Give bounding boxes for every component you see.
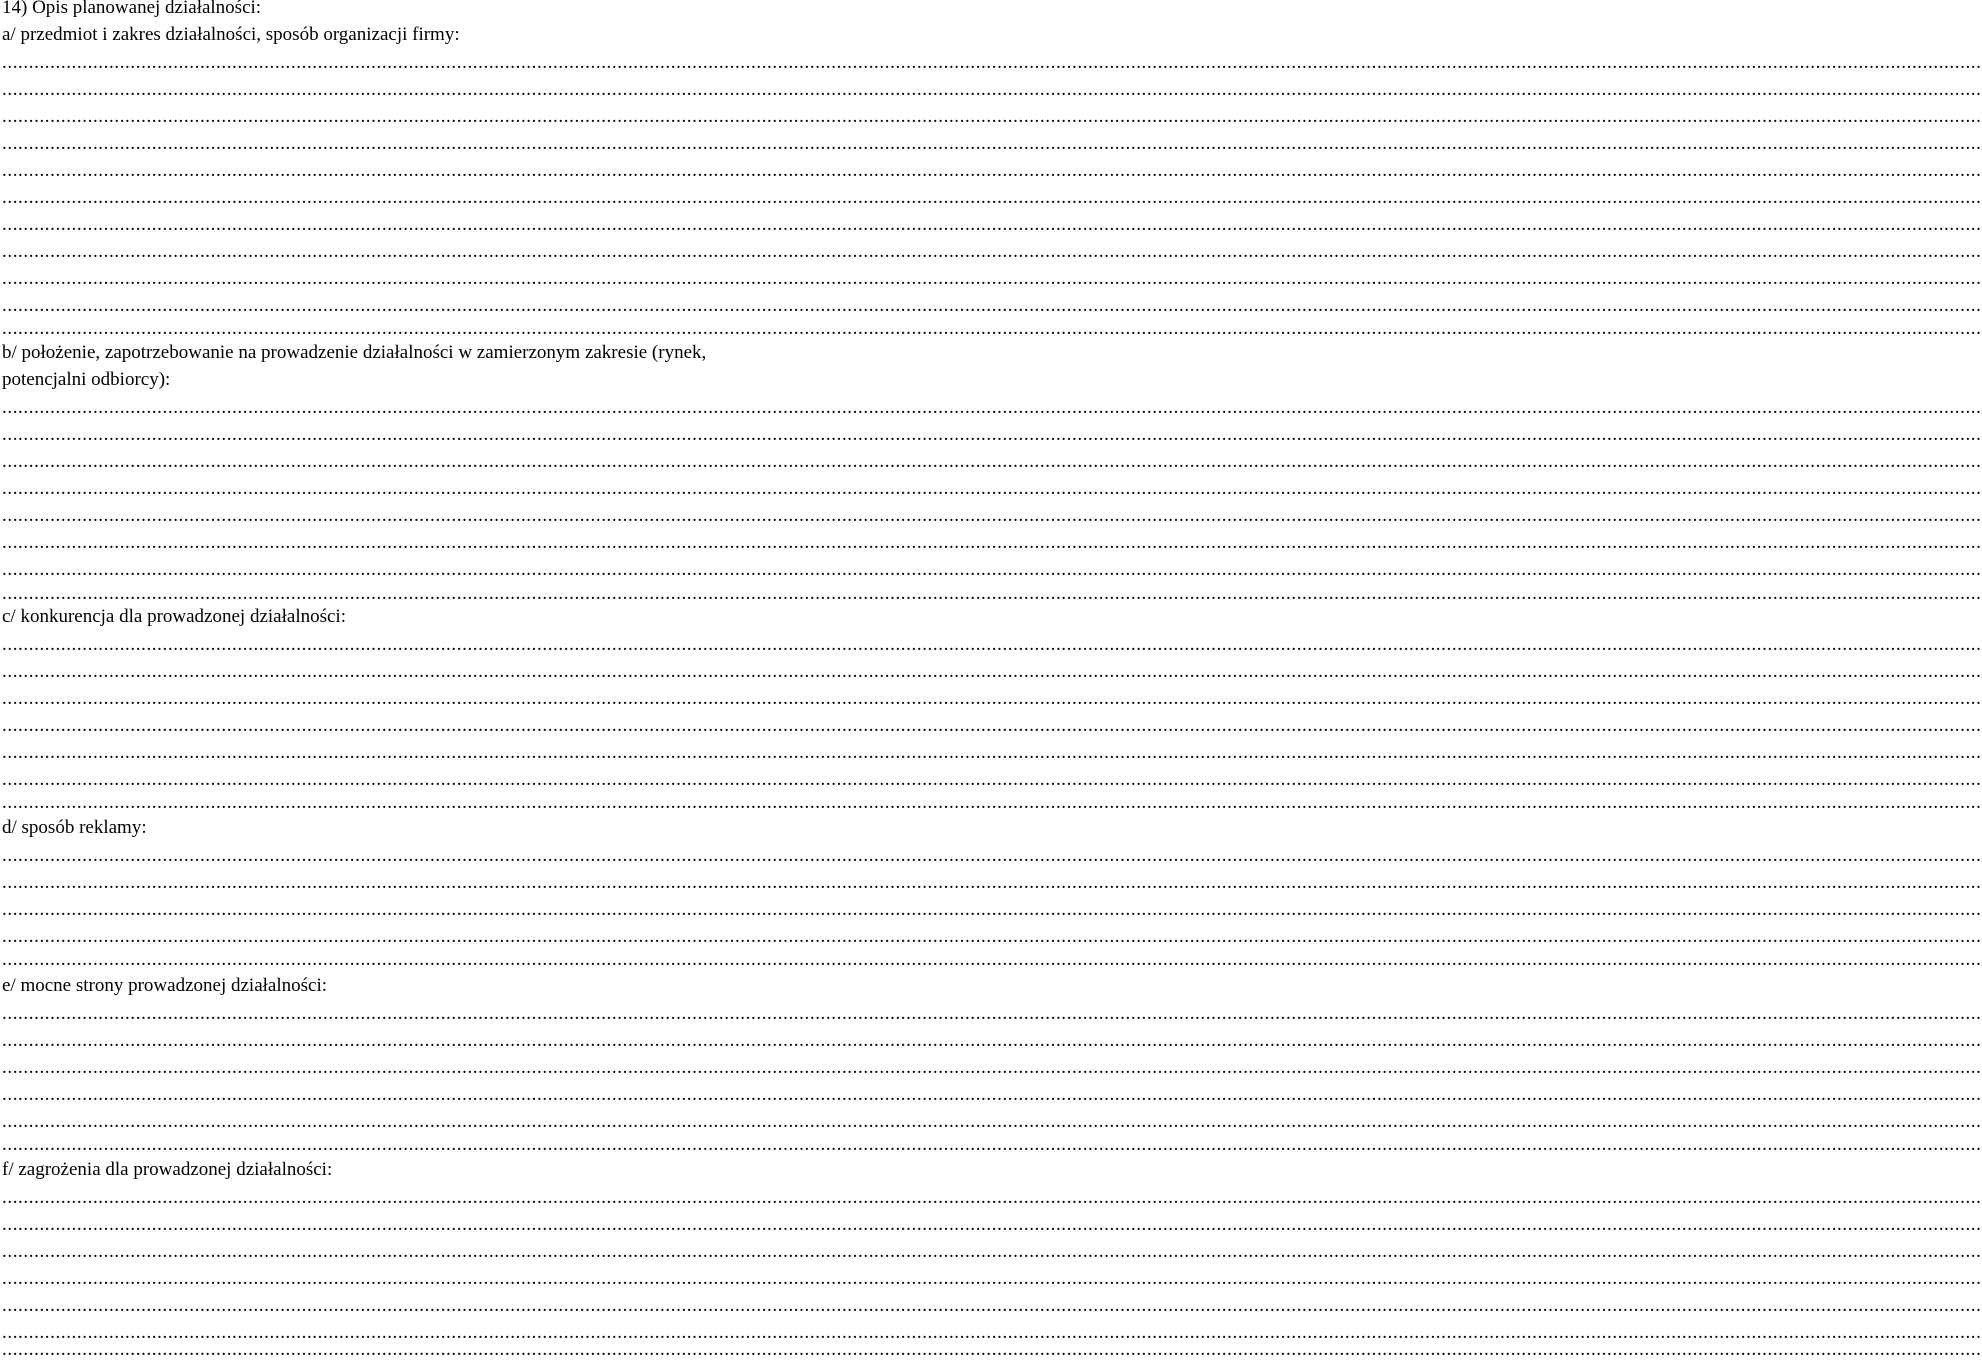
question-a-label: a/ przedmiot i zakres działalności, sposób organizacji firmy: xyxy=(2,24,460,45)
answer-a-line-4[interactable]: .................................................................................................................................................................................................................................................................................................................................................................................. xyxy=(2,133,1982,154)
answer-e-line-4[interactable]: .................................................................................................................................................................................................................................................................................................................................................................................. xyxy=(2,1084,1982,1105)
answer-e-line-1[interactable]: .................................................................................................................................................................................................................................................................................................................................................................................. xyxy=(2,1003,1982,1024)
answer-f-line-3[interactable]: .................................................................................................................................................................................................................................................................................................................................................................................. xyxy=(2,1241,1982,1262)
answer-b-line-8[interactable]: .................................................................................................................................................................................................................................................................................................................................................................................. xyxy=(2,583,1982,604)
answer-f-line-6[interactable]: .................................................................................................................................................................................................................................................................................................................................................................................. xyxy=(2,1322,1982,1343)
answer-a-line-3[interactable]: .................................................................................................................................................................................................................................................................................................................................................................................. xyxy=(2,106,1982,127)
question-b-label-line-2: potencjalni odbiorcy): xyxy=(2,369,171,390)
answer-d-line-1[interactable]: .................................................................................................................................................................................................................................................................................................................................................................................. xyxy=(2,845,1982,866)
section-title: 14) Opis planowanej działalności: xyxy=(2,0,262,18)
answer-e-line-5[interactable]: .................................................................................................................................................................................................................................................................................................................................................................................. xyxy=(2,1111,1982,1132)
answer-a-line-11[interactable]: .................................................................................................................................................................................................................................................................................................................................................................................. xyxy=(2,318,1982,339)
answer-b-line-6[interactable]: .................................................................................................................................................................................................................................................................................................................................................................................. xyxy=(2,532,1982,553)
answer-b-line-5[interactable]: .................................................................................................................................................................................................................................................................................................................................................................................. xyxy=(2,505,1982,526)
answer-e-line-6[interactable]: .................................................................................................................................................................................................................................................................................................................................................................................. xyxy=(2,1134,1982,1155)
answer-c-line-2[interactable]: .................................................................................................................................................................................................................................................................................................................................................................................. xyxy=(2,661,1982,682)
answer-a-line-1[interactable]: .................................................................................................................................................................................................................................................................................................................................................................................. xyxy=(2,52,1982,73)
answer-c-line-3[interactable]: .................................................................................................................................................................................................................................................................................................................................................................................. xyxy=(2,688,1982,709)
question-b-label-line-1: b/ położenie, zapotrzebowanie na prowadzenie działalności w zamierzonym zakresie (rynek, xyxy=(2,342,707,363)
answer-d-line-2[interactable]: .................................................................................................................................................................................................................................................................................................................................................................................. xyxy=(2,872,1982,893)
answer-f-line-7[interactable]: .................................................................................................................................................................................................................................................................................................................................................................................. xyxy=(2,1339,1982,1360)
answer-a-line-6[interactable]: .................................................................................................................................................................................................................................................................................................................................................................................. xyxy=(2,187,1982,208)
answer-a-line-7[interactable]: .................................................................................................................................................................................................................................................................................................................................................................................. xyxy=(2,214,1982,235)
answer-e-line-2[interactable]: .................................................................................................................................................................................................................................................................................................................................................................................. xyxy=(2,1030,1982,1051)
answer-f-line-4[interactable]: .................................................................................................................................................................................................................................................................................................................................................................................. xyxy=(2,1268,1982,1289)
answer-c-line-1[interactable]: .................................................................................................................................................................................................................................................................................................................................................................................. xyxy=(2,634,1982,655)
answer-b-line-1[interactable]: .................................................................................................................................................................................................................................................................................................................................................................................. xyxy=(2,397,1982,418)
answer-e-line-3[interactable]: .................................................................................................................................................................................................................................................................................................................................................................................. xyxy=(2,1057,1982,1078)
answer-d-line-4[interactable]: .................................................................................................................................................................................................................................................................................................................................................................................. xyxy=(2,926,1982,947)
answer-a-line-10[interactable]: .................................................................................................................................................................................................................................................................................................................................................................................. xyxy=(2,295,1982,316)
question-e-label: e/ mocne strony prowadzonej działalności: xyxy=(2,975,328,996)
answer-b-line-3[interactable]: .................................................................................................................................................................................................................................................................................................................................................................................. xyxy=(2,451,1982,472)
answer-f-line-2[interactable]: .................................................................................................................................................................................................................................................................................................................................................................................. xyxy=(2,1214,1982,1235)
answer-b-line-7[interactable]: .................................................................................................................................................................................................................................................................................................................................................................................. xyxy=(2,559,1982,580)
answer-c-line-5[interactable]: .................................................................................................................................................................................................................................................................................................................................................................................. xyxy=(2,742,1982,763)
answer-a-line-5[interactable]: .................................................................................................................................................................................................................................................................................................................................................................................. xyxy=(2,160,1982,181)
answer-b-line-4[interactable]: .................................................................................................................................................................................................................................................................................................................................................................................. xyxy=(2,478,1982,499)
answer-a-line-2[interactable]: .................................................................................................................................................................................................................................................................................................................................................................................. xyxy=(2,79,1982,100)
answer-f-line-5[interactable]: .................................................................................................................................................................................................................................................................................................................................................................................. xyxy=(2,1295,1982,1316)
answer-d-line-3[interactable]: .................................................................................................................................................................................................................................................................................................................................................................................. xyxy=(2,899,1982,920)
question-f-label: f/ zagrożenia dla prowadzonej działalności: xyxy=(2,1159,333,1180)
answer-c-line-7[interactable]: .................................................................................................................................................................................................................................................................................................................................................................................. xyxy=(2,792,1982,813)
answer-a-line-9[interactable]: .................................................................................................................................................................................................................................................................................................................................................................................. xyxy=(2,268,1982,289)
answer-c-line-6[interactable]: .................................................................................................................................................................................................................................................................................................................................................................................. xyxy=(2,769,1982,790)
answer-a-line-8[interactable]: .................................................................................................................................................................................................................................................................................................................................................................................. xyxy=(2,241,1982,262)
answer-d-line-5[interactable]: .................................................................................................................................................................................................................................................................................................................................................................................. xyxy=(2,949,1982,970)
question-c-label: c/ konkurencja dla prowadzonej działalności: xyxy=(2,606,346,627)
answer-c-line-4[interactable]: .................................................................................................................................................................................................................................................................................................................................................................................. xyxy=(2,715,1982,736)
answer-f-line-1[interactable]: .................................................................................................................................................................................................................................................................................................................................................................................. xyxy=(2,1187,1982,1208)
question-d-label: d/ sposób reklamy: xyxy=(2,817,147,838)
answer-b-line-2[interactable]: .................................................................................................................................................................................................................................................................................................................................................................................. xyxy=(2,424,1982,445)
